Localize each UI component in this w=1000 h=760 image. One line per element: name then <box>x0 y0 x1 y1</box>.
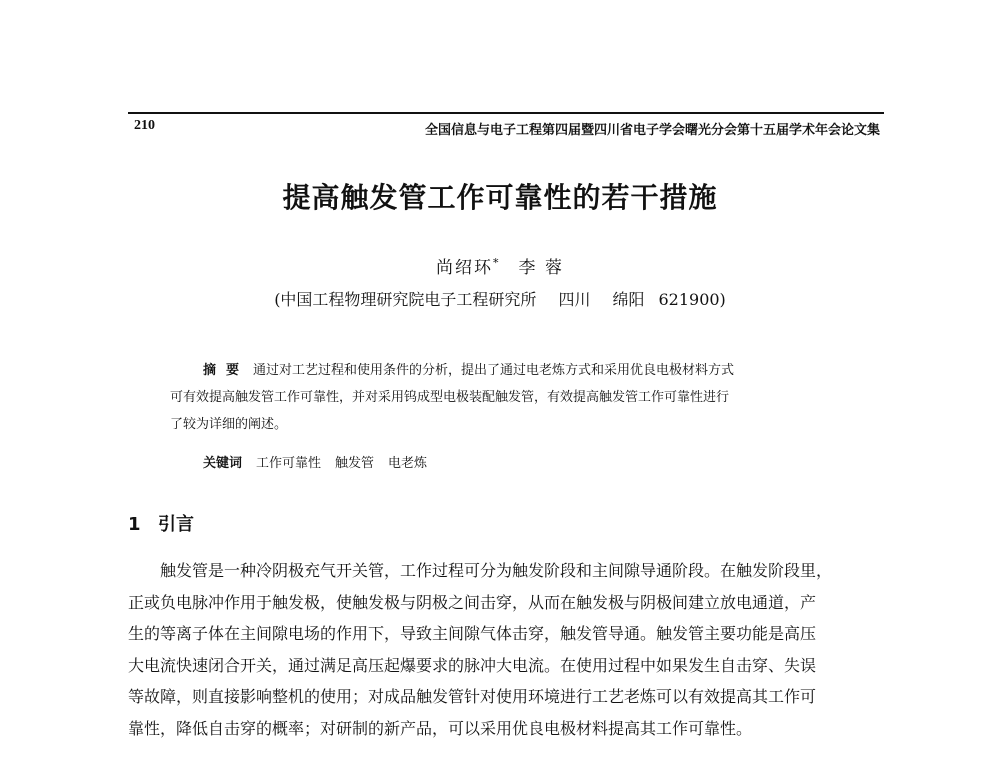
section-title: 引言 <box>158 514 194 535</box>
affiliation-city: 绵阳 <box>612 290 645 309</box>
affiliation <box>0 287 1000 310</box>
author-footnote-mark: * <box>493 256 501 270</box>
body-line: 大电流快速闭合开关，通过满足高压起爆要求的脉冲大电流。在使用过程中如果发生自击穿、失误 <box>128 655 817 675</box>
abstract-line: 可有效提高触发管工作可靠性，并对采用钨成型电极装配触发管，有效提高触发管工作可靠性进行 <box>170 390 730 405</box>
body-line: 正或负电脉冲作用于触发极，使触发极与阴极之间击穿，从而在触发极与阴极间建立放电通道，产 <box>128 592 817 612</box>
body-line: 生的等离子体在主间隙电场的作用下，导致主间隙气体击穿，触发管导通。触发管主要功能是高压 <box>128 624 817 644</box>
body-line: 等故障，则直接影响整机的使用；对成品触发管针对使用环境进行工艺老炼可以有效提高其工作可 <box>128 687 817 707</box>
author-name: 李 蓉 <box>518 258 564 278</box>
header-rule <box>128 112 884 114</box>
keywords-label: 关键词 <box>203 456 243 471</box>
abstract-line: 了较为详细的阐述。 <box>170 417 288 432</box>
journal-title: 全国信息与电子工程第四届暨四川省电子学会曙光分会第十五届学术年会论文集 <box>424 123 880 138</box>
body-line: 触发管是一种冷阴极充气开关管，工作过程可分为触发阶段和主间隙导通阶段。在触发阶段里， <box>160 561 833 580</box>
section-body <box>128 555 888 745</box>
abstract-label: 摘要 <box>203 363 250 378</box>
paper-title: 提高触发管工作可靠性的若干措施 <box>282 181 718 214</box>
page-number: 210 <box>134 118 155 133</box>
affiliation-postcode: 621900) <box>658 290 726 309</box>
affiliation-province: 四川 <box>558 290 591 309</box>
keywords <box>203 452 441 471</box>
abstract <box>170 357 840 438</box>
keyword: 工作可靠性 <box>256 456 322 471</box>
author-list <box>0 253 1000 278</box>
body-line: 靠性，降低自击穿的概率；对研制的新产品，可以采用优良电极材料提高其工作可靠性。 <box>128 718 753 738</box>
section-number: 1 <box>128 514 141 535</box>
keyword: 触发管 <box>335 456 375 471</box>
keyword: 电老炼 <box>388 456 428 471</box>
affiliation-institute: (中国工程物理研究院电子工程研究所 <box>274 290 537 309</box>
abstract-line <box>170 357 840 384</box>
author-name: 尚绍环 <box>436 258 494 278</box>
section-heading <box>128 510 194 536</box>
abstract-text: 通过对工艺过程和使用条件的分析，提出了通过电老炼方式和采用优良电极材料方式 <box>253 363 735 378</box>
